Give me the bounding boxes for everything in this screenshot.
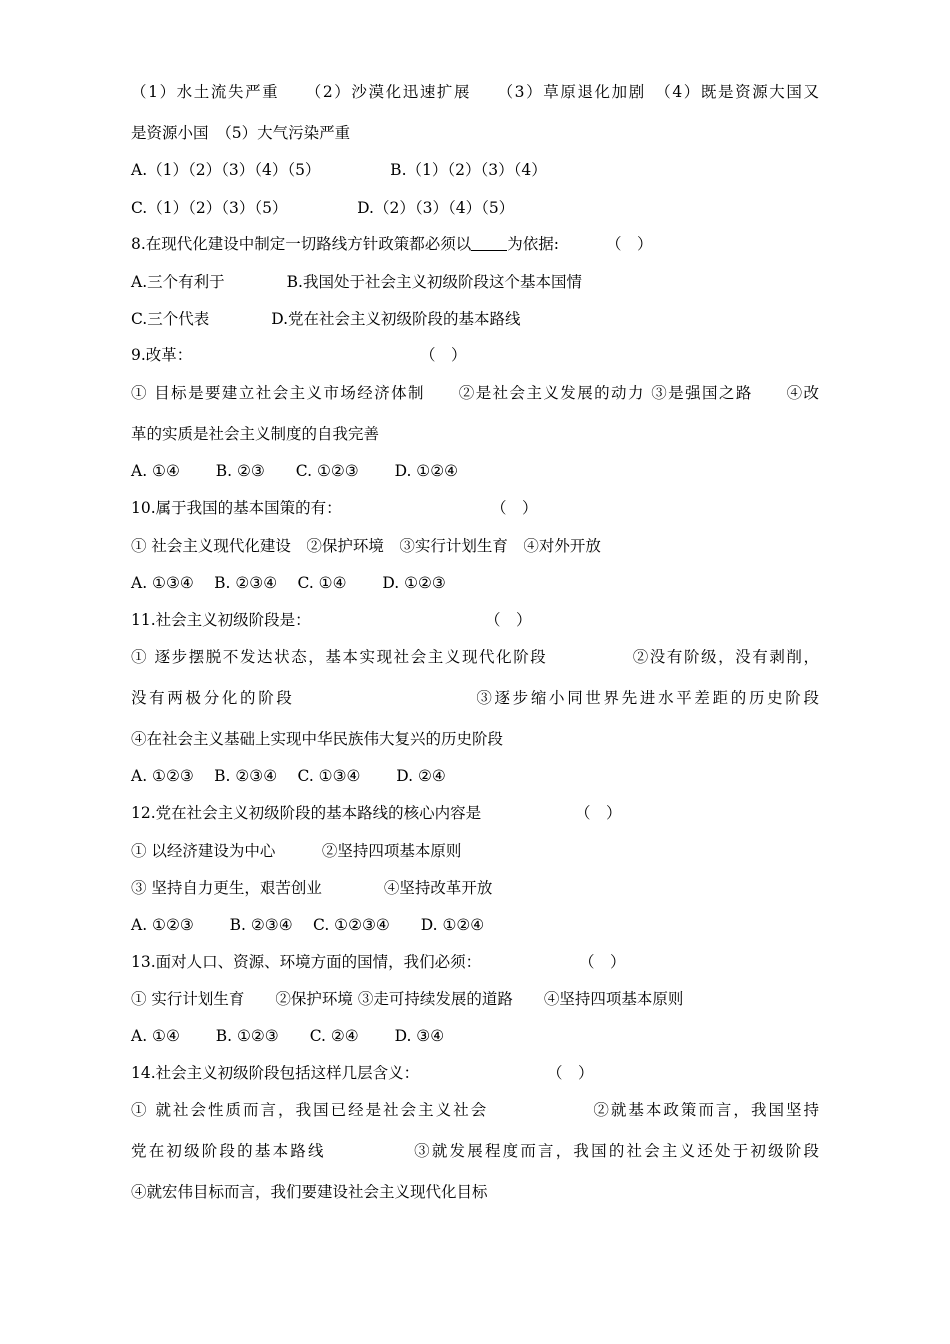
q14-options-line-2: 党在初级阶段的基本路线 ③就发展程度而言，我国的社会主义还处于初级阶段: [131, 1142, 819, 1160]
q11-stem: 11.社会主义初级阶段是：: [131, 611, 311, 629]
q12-answer-paren: （ ）: [575, 804, 622, 822]
q13-answers: A. ①④ B. ①②③ C. ②④ D. ③④: [131, 1027, 445, 1045]
q12-answers: A. ①②③ B. ②③④ C. ①②③④ D. ①②④: [131, 916, 485, 934]
q8-answers-ab: A.三个有利于 B.我国处于社会主义初级阶段这个基本国情: [131, 273, 582, 291]
q11-answers: A. ①②③ B. ②③④ C. ①③④ D. ②④: [131, 767, 446, 785]
q10-options: ① 社会主义现代化建设 ②保护环境 ③实行计划生育 ④对外开放: [131, 537, 601, 555]
q9-answers: A. ①④ B. ②③ C. ①②③ D. ①②④: [131, 462, 458, 480]
q8-answer-paren: （ ）: [606, 235, 653, 253]
q14-options-line-1: ① 就社会性质而言，我国已经是社会主义社会 ②就基本政策而言，我国坚持: [131, 1101, 819, 1119]
q13-answer-paren: （ ）: [579, 953, 626, 971]
q10-answer-paren: （ ）: [491, 499, 538, 517]
q14-answer-paren: （ ）: [547, 1064, 594, 1082]
q7-answers-ab: A.（1）（2）（3）（4）（5） B.（1）（2）（3）（4）: [131, 161, 547, 179]
q12-stem: 12.党在社会主义初级阶段的基本路线的核心内容是: [131, 804, 482, 822]
q9-stem: 9.改革：: [131, 346, 193, 364]
q13-stem: 13.面对人口、资源、环境方面的国情，我们必须：: [131, 953, 482, 971]
q11-options-line-2: 没有两极分化的阶段 ③逐步缩小同世界先进水平差距的历史阶段: [131, 689, 819, 707]
q7-answers-cd: C.（1）（2）（3）（5） D.（2）（3）（4）（5）: [131, 199, 515, 217]
q11-options-line-1: ① 逐步摆脱不发达状态，基本实现社会主义现代化阶段 ②没有阶级，没有剥削，: [131, 648, 819, 666]
q9-options-line-1: ① 目标是要建立社会主义市场经济体制 ②是社会主义发展的动力 ③是强国之路 ④改: [131, 384, 819, 402]
q12-options-line-2: ③ 坚持自力更生，艰苦创业 ④坚持改革开放: [131, 879, 493, 897]
q9-options-line-2: 革的实质是社会主义制度的自我完善: [131, 425, 380, 443]
q8-blank: [471, 235, 507, 251]
q9-answer-paren: （ ）: [420, 346, 467, 364]
q8-stem-pre: 8.在现代化建设中制定一切路线方针政策都必须以: [131, 235, 472, 253]
q8-stem-post: 为依据:: [507, 235, 560, 253]
q8-answers-cd: C.三个代表 D.党在社会主义初级阶段的基本路线: [131, 310, 521, 328]
q14-stem: 14.社会主义初级阶段包括这样几层含义：: [131, 1064, 420, 1082]
q11-answer-paren: （ ）: [485, 611, 532, 629]
q13-options: ① 实行计划生育 ②保护环境 ③走可持续发展的道路 ④坚持四项基本原则: [131, 990, 684, 1008]
q10-stem: 10.属于我国的基本国策的有：: [131, 499, 342, 517]
q14-options-line-3: ④就宏伟目标而言，我们要建设社会主义现代化目标: [131, 1183, 488, 1201]
q8-stem: [131, 232, 559, 256]
q12-options-line-1: ① 以经济建设为中心 ②坚持四项基本原则: [131, 842, 462, 860]
q7-options-line-1: （1）水土流失严重 （2）沙漠化迅速扩展 （3）草原退化加剧 （4）既是资源大国又: [131, 83, 819, 101]
q10-answers: A. ①③④ B. ②③④ C. ①④ D. ①②③: [131, 574, 446, 592]
q7-options-line-2: 是资源小国 （5）大气污染严重: [131, 124, 351, 142]
q11-options-line-3: ④在社会主义基础上实现中华民族伟大复兴的历史阶段: [131, 730, 504, 748]
